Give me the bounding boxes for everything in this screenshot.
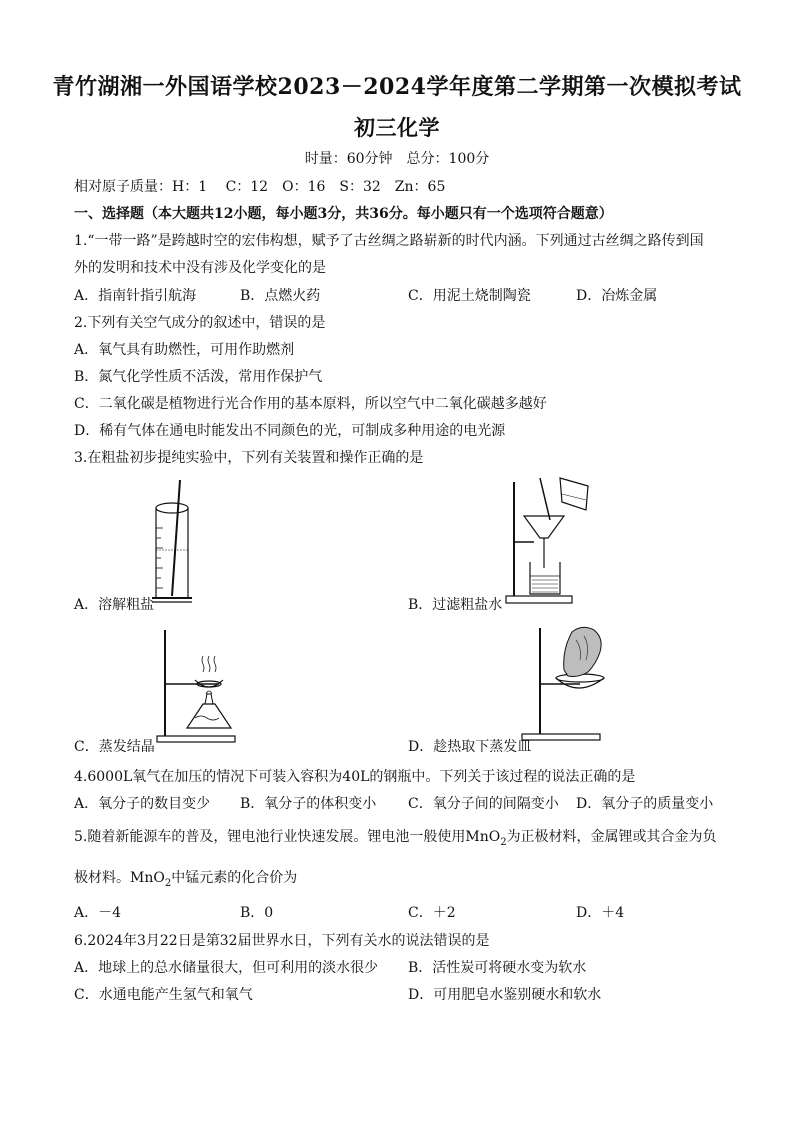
- q2-stem: 2.下列有关空气成分的叙述中，错误的是: [74, 315, 326, 331]
- subject-title: 初三化学: [354, 115, 440, 140]
- q1-option-c: C．用泥土烧制陶瓷: [408, 288, 531, 304]
- q4-stem: 4.6000L氧气在加压的情况下可装入容积为40L的钢瓶中。下列关于该过程的说法正确的是: [74, 769, 636, 785]
- q3-option-b: B．过滤粗盐水: [408, 597, 503, 613]
- q5-option-b: B．0: [240, 905, 274, 921]
- q5-stem-line1-b: 为正极材料，金属锂或其合金为负: [506, 829, 717, 845]
- q3-stem: 3.在粗盐初步提纯实验中，下列有关装置和操作正确的是: [74, 450, 424, 466]
- q3-option-c: C．蒸发结晶: [74, 739, 155, 755]
- q1-option-a: A．指南针指引航海: [74, 288, 197, 304]
- q5-subscript-2: 2: [164, 877, 172, 889]
- q1-option-d: D．冶炼金属: [576, 288, 658, 304]
- figure-evaporation: [155, 622, 255, 747]
- figure-dissolve-cylinder: [150, 478, 210, 608]
- q6-option-d: D．可用肥皂水鉴别硬水和软水: [408, 987, 602, 1003]
- figure-filtration: [500, 472, 600, 607]
- q4-option-b: B．氧分子的体积变小: [240, 796, 377, 812]
- q5-option-c: C．＋2: [408, 905, 456, 921]
- q2-option-c: C．二氧化碳是植物进行光合作用的基本原料，所以空气中二氧化碳越多越好: [74, 396, 547, 412]
- q5-option-d: D．＋4: [576, 905, 625, 921]
- atomic-mass-line: 相对原子质量：H：1 C：12 O：16 S：32 Zn：65: [74, 179, 446, 195]
- q2-option-a: A．氧气具有助燃性，可用作助燃剂: [74, 342, 295, 358]
- q5-stem-line1: [74, 826, 717, 848]
- q1-stem-line2: 外的发明和技术中没有涉及化学变化的是: [74, 260, 326, 276]
- q2-option-b: B．氮气化学性质不活泼，常用作保护气: [74, 369, 323, 385]
- q2-option-d: D．稀有气体在通电时能发出不同颜色的光，可制成多种用途的电光源: [74, 423, 506, 439]
- q4-option-a: A．氧分子的数目变少: [74, 796, 211, 812]
- q3-option-d: D．趁热取下蒸发皿: [408, 739, 532, 755]
- q1-stem-line1: 1.“一带一路”是跨越时空的宏伟构想，赋予了古丝绸之路崭新的时代内涵。下列通过古丝绸之路传到国: [74, 233, 704, 249]
- q5-stem-line2-a: 极材料。MnO: [74, 870, 165, 886]
- q4-option-c: C．氧分子间的间隔变小: [408, 796, 559, 812]
- q3-option-a: A．溶解粗盐: [74, 597, 155, 613]
- section-heading: 一、选择题（本大题共12小题，每小题3分，共36分。每小题只有一个选项符合题意）: [74, 206, 613, 222]
- q5-stem-line1-a: 5.随着新能源车的普及，锂电池行业快速发展。锂电池一般使用MnO: [74, 829, 501, 845]
- q5-subscript-1: 2: [500, 836, 507, 848]
- figure-hand-dish: [520, 620, 620, 745]
- q6-option-a: A．地球上的总水储量很大，但可利用的淡水很少: [74, 960, 379, 976]
- exam-title: 青竹湖湘一外国语学校2023－2024学年度第二学期第一次模拟考试: [52, 74, 742, 100]
- q6-option-c: C．水通电能产生氢气和氧气: [74, 987, 253, 1003]
- q5-option-a: A．－4: [74, 905, 122, 921]
- q6-stem: 6.2024年3月22日是第32届世界水日，下列有关水的说法错误的是: [74, 933, 490, 949]
- q1-option-b: B．点燃火药: [240, 288, 321, 304]
- q5-stem-line2: [74, 867, 297, 889]
- time-info: 时量：60分钟 总分：100分: [304, 151, 490, 167]
- q6-option-b: B．活性炭可将硬水变为软水: [408, 960, 587, 976]
- q5-stem-line2-b: 中锰元素的化合价为: [171, 870, 298, 886]
- q4-option-d: D．氧分子的质量变小: [576, 796, 714, 812]
